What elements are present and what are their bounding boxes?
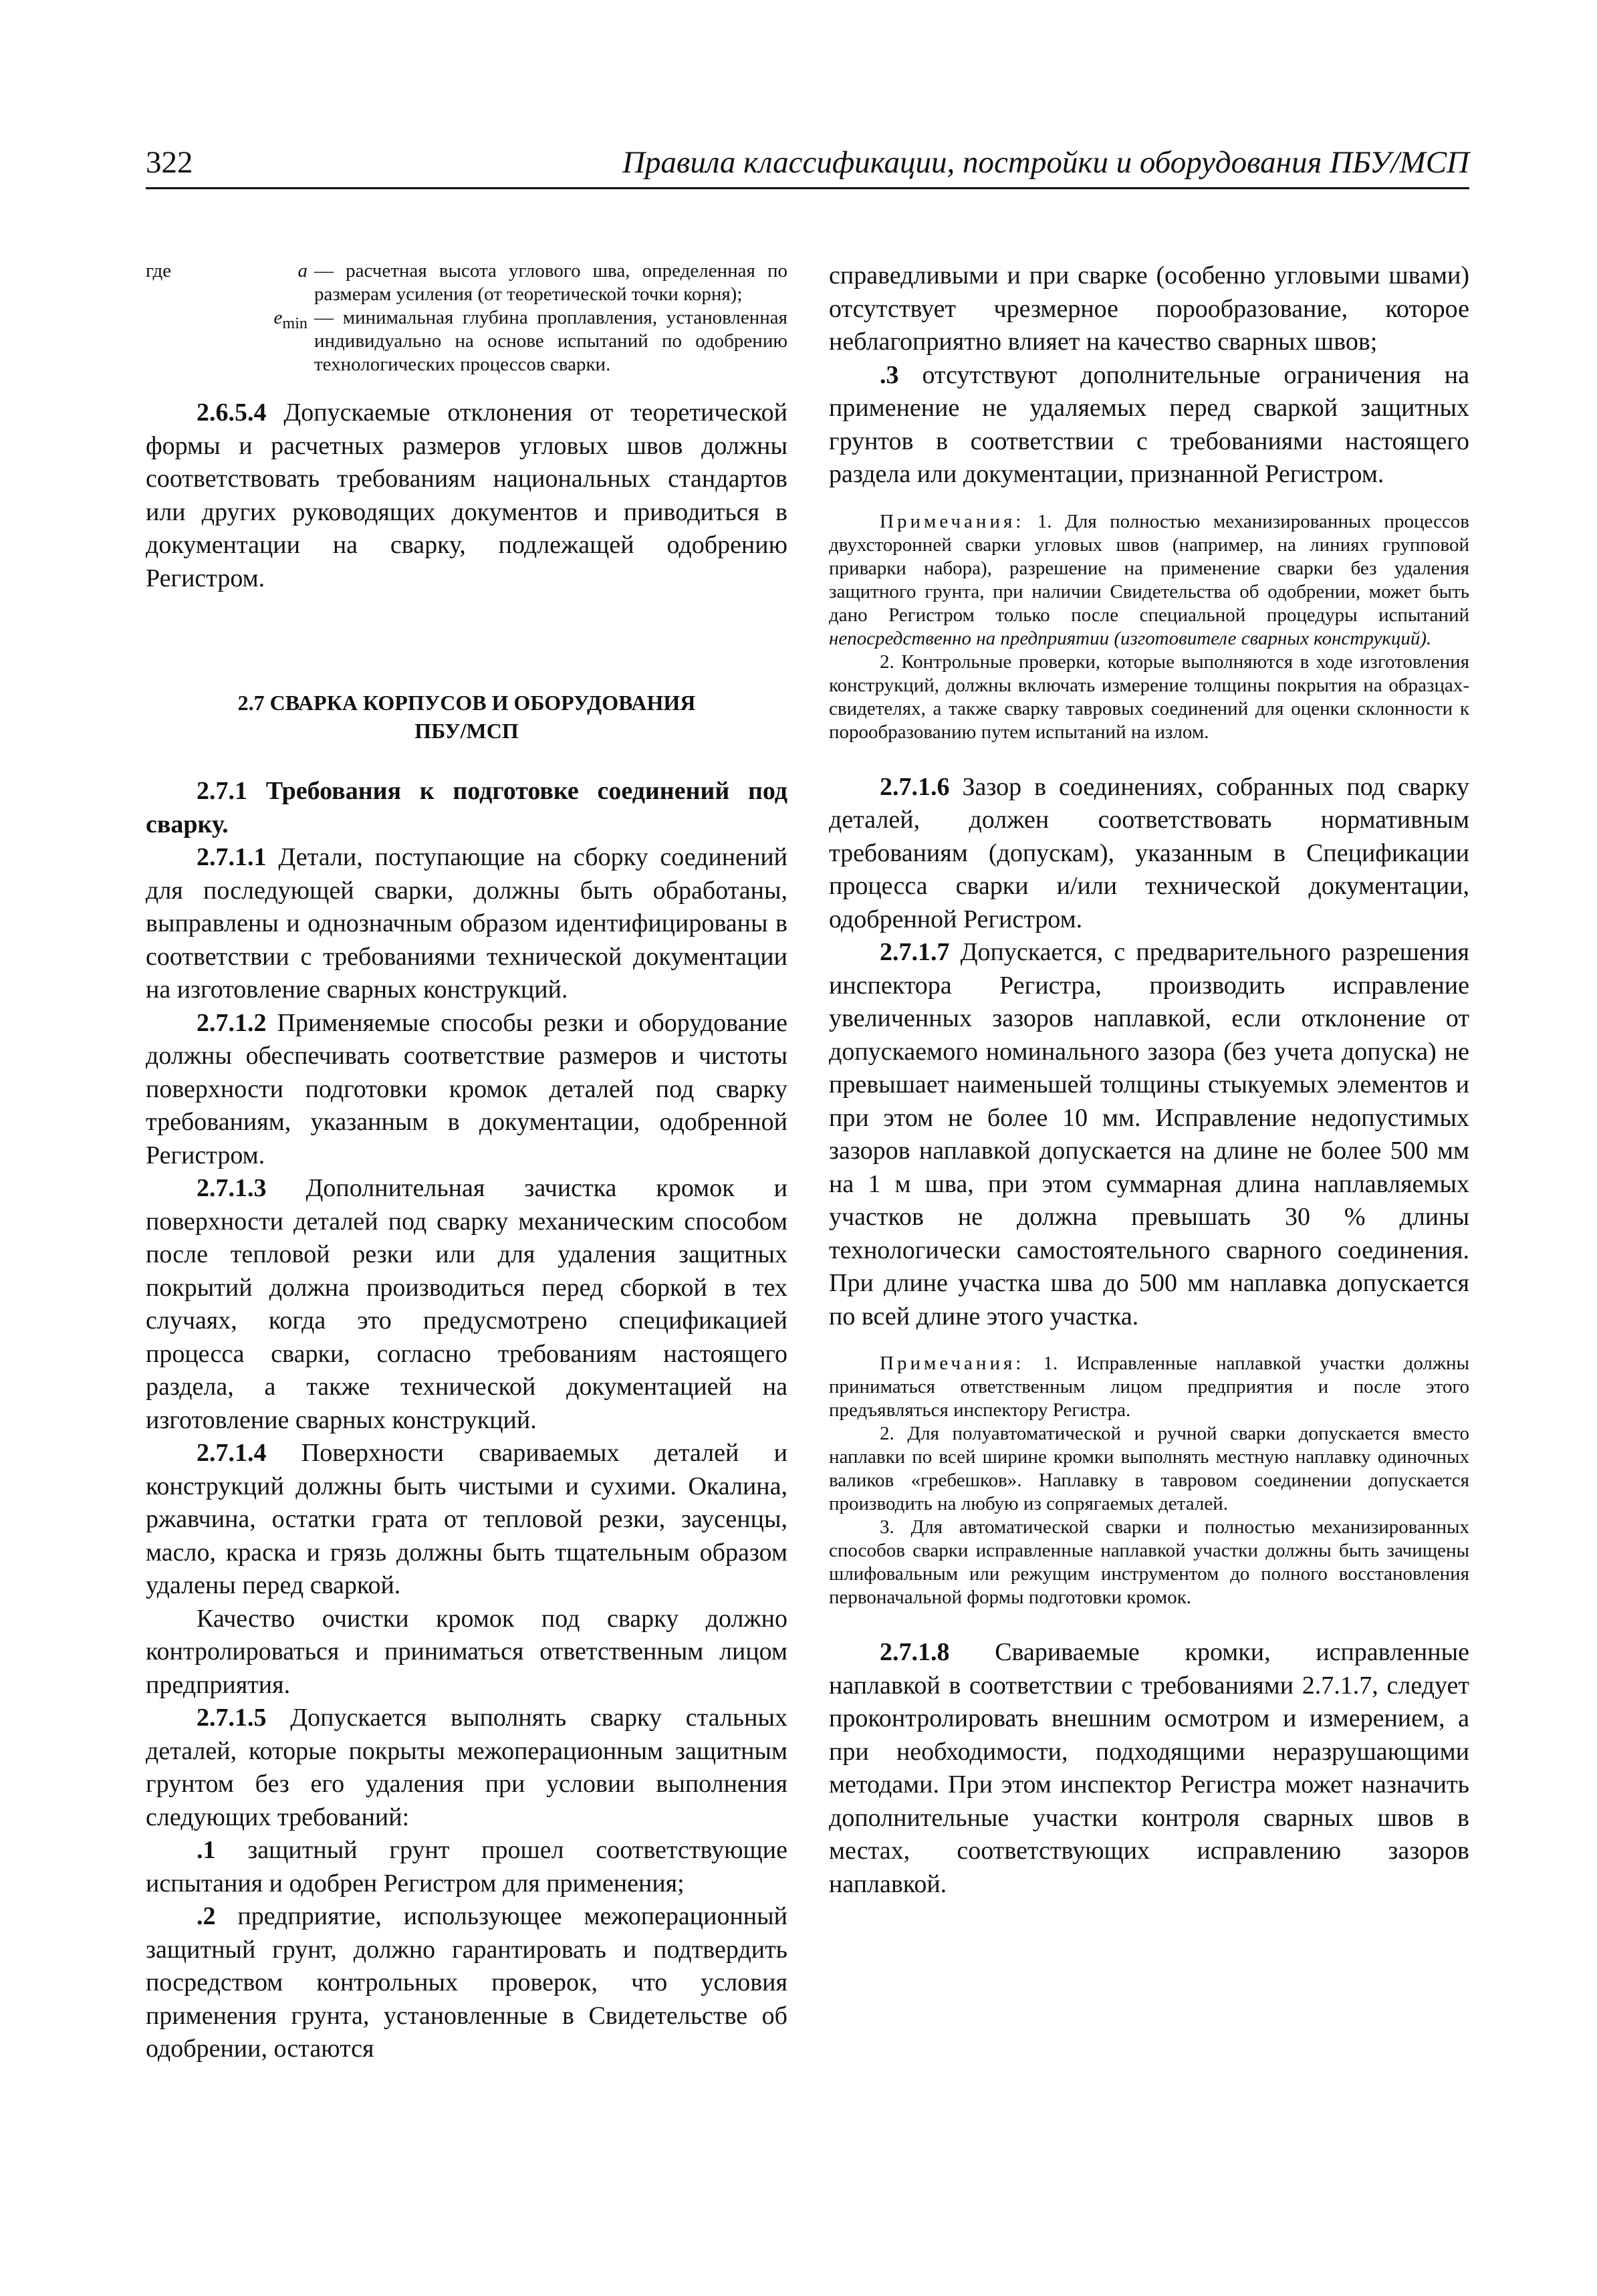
definition-emin	[190, 306, 787, 376]
notes-label: Примечания:	[880, 1353, 1025, 1374]
list-item-1: .1 защитный грунт прошел соответствующие испытания и одобрен Регистром для применения;	[146, 1836, 787, 1898]
note-1-2: 2. Контрольные проверки, которые выполняются в ходе изготовления конструкций, должны включать измерение толщины покрытия на образцах-свидетелях, а также сварку тавровых соединений для оценки склонности к порообразованию путем испытаний на излом.	[829, 651, 1469, 743]
note-2-1: Примечания: 1. Исправленные наплавкой участки должны приниматься ответственным лицом предприятия и после этого предъявляться инспектору Регистра.	[829, 1353, 1470, 1421]
paragraph-2-7-1-4: 2.7.1.4 Поверхности свариваемых деталей и конструкций должны быть чистыми и сухими. Окалина, ржавчина, остатки грата от тепловой резки, заусенцы, масло, краска и грязь должны быть тщательным образом удалены перед сваркой.	[146, 1439, 788, 1599]
note-1-1: Примечания: 1. Для полностью механизированных процессов двухсторонней сварки угловых швов (например, на линиях групповой приварки набора), разрешение на применение сварки без удаления защитного грунта, при наличии Свидетельства об одобрении, может быть дано Регистром только после специальной процедуры испытаний непосредственно на предприятии (изготовителе сварных конструкций).	[829, 510, 1470, 649]
page-header	[146, 134, 1469, 189]
definition-emin-text: — минимальная глубина проплавления, установленная индивидуально на основе испытаний по одобрению технологических процессов сварки.	[314, 307, 787, 375]
paragraph-2-7-1-8: 2.7.1.8 Свариваемые кромки, исправленные наплавкой в соответствии с требованиями 2.7.1.7, следует проконтролировать внешним осмотром и измерением, а при необходимости, подходящими неразрушающими методами. При этом инспектор Регистра может назначить дополнительные участки контроля сварных швов в местах, соответствующих исправлению зазоров наплавкой.	[829, 1638, 1469, 1898]
list-item-2: .2 предприятие, использующее межоперационный защитный грунт, должно гарантировать и подтвердить посредством контрольных проверок, что условия применения грунта, установленные в Свидетельстве об одобрении, остаются	[146, 1902, 787, 2063]
paragraph-2-7-1-6: 2.7.1.6 Зазор в соединениях, собранных под сварку деталей, должен соответствовать нормативным требованиям (допускам), указанным в Спецификации процесса сварки и/или технической документации, одобренной Регистром.	[829, 772, 1469, 933]
paragraph-2-7-1-3: 2.7.1.3 Дополнительная зачистка кромок и поверхности деталей под сварку механическим способом после тепловой резки или для удаления защитных покрытий должна производиться перед сборкой в тех случаях, когда это предусмотрено спецификацией процесса сварки, согласно требованиям настоящего раздела, а также технической документацией на изготовление сварных конструкций.	[146, 1174, 787, 1434]
right-column	[829, 259, 1469, 1901]
paragraph-continuation: справедливыми и при сварке (особенно угловыми швами) отсутствует чрезмерное порообразование, которое неблагоприятно влияет на качество сварных швов;	[829, 261, 1469, 356]
paragraph-2-7-1-1: 2.7.1.1 Детали, поступающие на сборку соединений для последующей сварки, должны быть обработаны, выправлены и однозначным образом идентифицированы в соответствии с требованиями технической документации на изготовление сварных конструкций.	[146, 843, 787, 1004]
paragraph-2-6-5-4: 2.6.5.4 Допускаемые отклонения от теоретической формы и расчетных размеров угловых швов должны соответствовать требованиям национальных стандартов или других руководящих документов и приводиться в документации на сварку, подлежащей одобрению Регистром.	[146, 398, 787, 592]
page-number: 322	[146, 145, 193, 180]
notes-block-2	[829, 1352, 1469, 1609]
symbol-e: e	[273, 307, 283, 328]
definition-a-text: — расчетная высота углового шва, определенная по размерам усиления (от теоретической точки корня);	[314, 260, 787, 305]
notes-block-1	[829, 510, 1469, 744]
list-item-3: .3 отсутствуют дополнительные ограничения на применение не удаляемых перед сваркой защитных грунтов в соответствии с требованиями настоящего раздела или документации, признанной Регистром.	[829, 360, 1469, 488]
paragraph-2-7-1-2: 2.7.1.2 Применяемые способы резки и оборудование должны обеспечивать соответствие размеров и чистоты поверхности подготовки кромок деталей под сварку требованиям, указанным в документации, одобренной Регистром.	[146, 1008, 788, 1169]
left-column	[146, 259, 787, 2066]
where-label: где	[146, 260, 172, 281]
definition-a	[190, 259, 787, 306]
paragraph-quality: Качество очистки кромок под сварку должно контролироваться и приниматься ответственным лицом предприятия.	[146, 1604, 787, 1699]
running-title: Правила классификации, постройки и оборудования ПБУ/МСП	[622, 145, 1469, 180]
note-2-2: 2. Для полуавтоматической и ручной сварки допускается вместо наплавки по всей ширине кромки выполнять местную наплавку одиночных валиков «гребешков». Наплавку в тавровом соединении допускается производить на любую из сопрягаемых деталей.	[829, 1423, 1469, 1514]
note-2-3: 3. Для автоматической сварки и полностью механизированных способов сварки исправленные наплавкой участки должны быть зачищены шлифовальным или режущим инструментом до полного восстановления первоначальной формы подготовки кромок.	[829, 1516, 1469, 1608]
subsection-title: 2.7.1 Требования к подготовке соединений под сварку.	[146, 777, 787, 838]
notes-label: Примечания:	[880, 510, 1025, 532]
symbol-min-subscript: min	[282, 314, 308, 332]
paragraph-2-7-1-5: 2.7.1.5 Допускается выполнять сварку стальных деталей, которые покрыты межоперационным защитным грунтом без его удаления при условии выполнения следующих требований:	[146, 1704, 787, 1831]
symbol-a: a	[297, 260, 308, 281]
section-title: 2.7 СВАРКА КОРПУСОВ И ОБОРУДОВАНИЯ ПБУ/МСП	[237, 691, 696, 743]
formula-definitions	[146, 259, 787, 376]
paragraph-2-7-1-7: 2.7.1.7 Допускается, с предварительного разрешения инспектора Регистра, производить исправление увеличенных зазоров наплавкой, если отклонение от допускаемого номинального зазора (без учета допуска) не превышает наименьшей толщины стыкуемых элементов и при этом не более 10 мм. Исправление недопустимых зазоров наплавкой допускается на длине не более 500 мм на 1 м шва, при этом суммарная длина наплавляемых участков не должна превышать 30 % длины технологически самостоятельного сварного соединения. При длине участка шва до 500 мм наплавка допускается по всей длине этого участка.	[829, 938, 1470, 1331]
